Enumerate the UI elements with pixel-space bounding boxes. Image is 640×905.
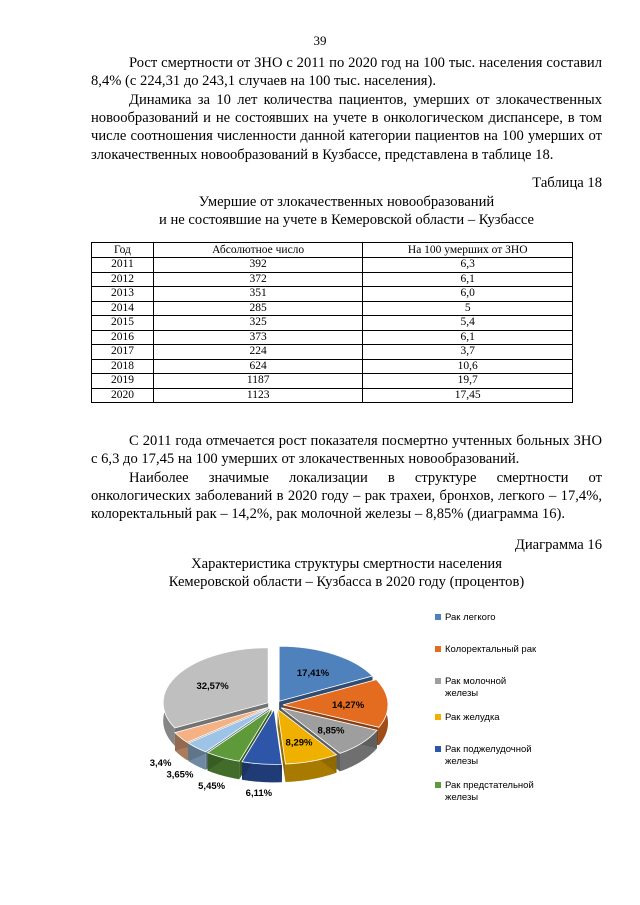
legend-entry-line: Рак молочной bbox=[445, 676, 507, 687]
cell-year: 2011 bbox=[92, 258, 154, 273]
cell-year: 2019 bbox=[92, 374, 154, 389]
cell-year: 2014 bbox=[92, 301, 154, 316]
legend-entry-line: железы bbox=[445, 792, 479, 803]
cell-per-100: 3,7 bbox=[363, 345, 573, 360]
header-per-100: На 100 умерших от ЗНО bbox=[363, 243, 573, 258]
cell-absolute: 325 bbox=[153, 316, 363, 331]
legend-entry bbox=[445, 644, 537, 655]
cell-per-100: 17,45 bbox=[363, 388, 573, 403]
legend-entry-line: Рак желудка bbox=[445, 712, 500, 723]
table-row bbox=[92, 258, 573, 273]
paragraph-localizations: Наиболее значимые локализации в структуре смертности от онкологических заболеваний в 2020 году – рак трахеи, бронхов, легкого – 17,4%, колоректальный рак – 14,2%, рак молочной железы – 8,85% (диаграмма 16). bbox=[91, 470, 602, 523]
table-row bbox=[92, 272, 573, 287]
cell-year: 2015 bbox=[92, 316, 154, 331]
chart-title-line2: Кемеровской области – Кузбасса в 2020 году (процентов) bbox=[168, 574, 525, 590]
cell-absolute: 392 bbox=[153, 258, 363, 273]
cell-per-100: 5 bbox=[363, 301, 573, 316]
cell-per-100: 6,3 bbox=[363, 258, 573, 273]
cell-year: 2013 bbox=[92, 287, 154, 302]
legend-swatch bbox=[435, 646, 441, 652]
table-label: Таблица 18 bbox=[532, 175, 602, 191]
cell-year: 2016 bbox=[92, 330, 154, 345]
chart-title-line1: Характеристика структуры смертности населения bbox=[191, 556, 502, 572]
chart-legend bbox=[435, 612, 537, 803]
table-row bbox=[92, 316, 573, 331]
legend-swatch bbox=[435, 614, 441, 620]
legend-entry bbox=[445, 712, 500, 723]
legend-swatch bbox=[435, 782, 441, 788]
paragraph-mortality-growth: Рост смертности от ЗНО с 2011 по 2020 год на 100 тыс. населения составил 8,4% (с 224,31 до 243,1 случаев на 100 тыс. населения). bbox=[91, 55, 602, 90]
cell-year: 2020 bbox=[92, 388, 154, 403]
table-row bbox=[92, 330, 573, 345]
legend-entry bbox=[445, 780, 534, 803]
data-label: 3,4% bbox=[149, 758, 172, 770]
paragraph-dynamics: Динамика за 10 лет количества пациентов, умерших от злокачественных новообразований и не состоявших на учете в онкологическом диспансере, в том числе соотношения численности данной категории пациентов на 100 умерших от злокачественных новообразований в Кузбассе, представлена в таблице 18. bbox=[91, 92, 602, 163]
cell-absolute: 373 bbox=[153, 330, 363, 345]
paragraph-growth-note: С 2011 года отмечается рост показателя посмертно учтенных больных ЗНО с 6,3 до 17,45 на 100 умерших от злокачественных новообразований. bbox=[91, 433, 602, 468]
cell-per-100: 10,6 bbox=[363, 359, 573, 374]
cell-absolute: 1187 bbox=[153, 374, 363, 389]
chart-title bbox=[91, 555, 602, 591]
data-label: 14,27% bbox=[331, 699, 365, 711]
chart-label: Диаграмма 16 bbox=[514, 537, 602, 553]
table-header-row bbox=[92, 243, 573, 258]
data-label: 3,65% bbox=[166, 769, 194, 781]
cell-year: 2017 bbox=[92, 345, 154, 360]
legend-swatch bbox=[435, 746, 441, 752]
legend-entry bbox=[445, 612, 495, 623]
pie-chart bbox=[130, 610, 570, 810]
legend-swatch bbox=[435, 678, 441, 684]
header-absolute: Абсолютное число bbox=[153, 243, 363, 258]
table-row bbox=[92, 388, 573, 403]
legend-entry-line: железы bbox=[445, 756, 479, 767]
cell-absolute: 624 bbox=[153, 359, 363, 374]
legend-swatch bbox=[435, 714, 441, 720]
deaths-table bbox=[91, 242, 573, 403]
table-row bbox=[92, 345, 573, 360]
table-row bbox=[92, 374, 573, 389]
legend-entry-line: Рак поджелудочной bbox=[445, 744, 532, 755]
cell-absolute: 224 bbox=[153, 345, 363, 360]
table-row bbox=[92, 359, 573, 374]
cell-per-100: 19,7 bbox=[363, 374, 573, 389]
legend-entry-line: Рак легкого bbox=[445, 612, 496, 623]
table-title-line1: Умершие от злокачественных новообразований bbox=[198, 194, 495, 210]
legend-entry-line: Рак предстательной bbox=[445, 780, 534, 791]
page-number: 39 bbox=[313, 33, 327, 48]
header-year: Год bbox=[92, 243, 154, 258]
cell-absolute: 351 bbox=[153, 287, 363, 302]
cell-per-100: 6,1 bbox=[363, 272, 573, 287]
legend-entry-line: железы bbox=[445, 688, 479, 699]
cell-absolute: 372 bbox=[153, 272, 363, 287]
cell-per-100: 6,1 bbox=[363, 330, 573, 345]
cell-year: 2012 bbox=[92, 272, 154, 287]
data-label: 6,11% bbox=[245, 787, 273, 799]
table-row bbox=[92, 287, 573, 302]
table-title bbox=[91, 193, 602, 229]
legend-entry-line: Колоректальный рак bbox=[445, 644, 537, 655]
cell-per-100: 6,0 bbox=[363, 287, 573, 302]
data-label: 5,45% bbox=[198, 780, 226, 792]
table-title-line2: и не состоявшие на учете в Кемеровской области – Кузбассе bbox=[158, 212, 535, 228]
data-label: 8,29% bbox=[285, 737, 313, 749]
cell-absolute: 285 bbox=[153, 301, 363, 316]
cell-per-100: 5,4 bbox=[363, 316, 573, 331]
legend-entry bbox=[445, 744, 532, 767]
data-label: 32,57% bbox=[196, 680, 229, 692]
legend-entry bbox=[445, 676, 506, 699]
table-row bbox=[92, 301, 573, 316]
cell-year: 2018 bbox=[92, 359, 154, 374]
data-label: 17,41% bbox=[296, 668, 330, 680]
data-label: 8,85% bbox=[317, 725, 345, 737]
cell-absolute: 1123 bbox=[153, 388, 363, 403]
